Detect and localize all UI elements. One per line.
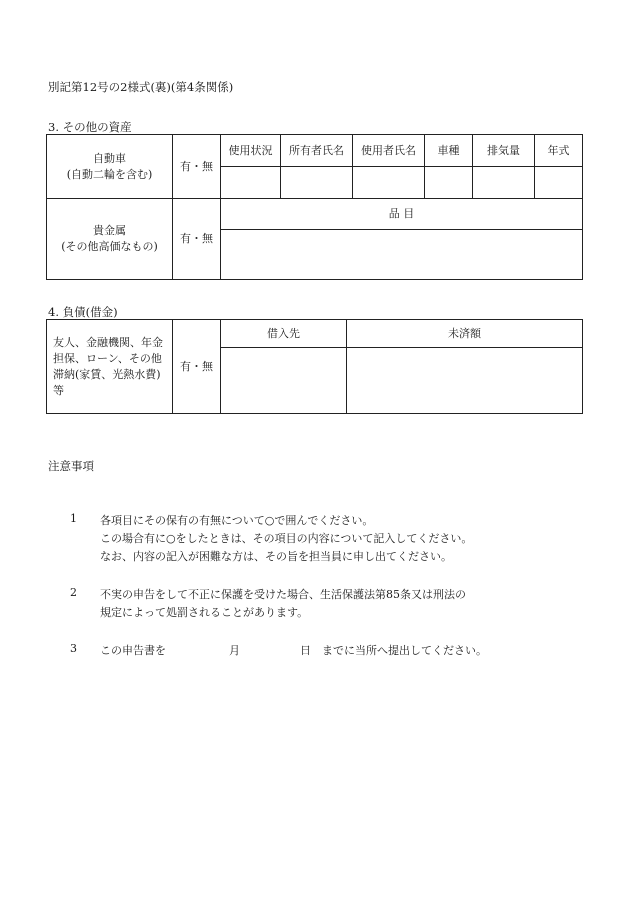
col-owner-name: 所有者氏名 — [281, 135, 353, 167]
note-1-line2: この場合有に○をしたときは、その項目の内容について記入してください。 — [100, 532, 473, 545]
section3-heading: 3. その他の資産 — [48, 120, 132, 134]
notes-heading: 注意事項 — [48, 459, 94, 473]
metal-label-line2: (その他高価なもの) — [61, 240, 158, 253]
debt-label-line2: 担保、ローン、その他 — [53, 351, 162, 365]
input-car-type[interactable] — [425, 167, 473, 199]
input-usage-status[interactable] — [221, 167, 281, 199]
car-label-line1: 自動車 — [93, 151, 126, 165]
debt-label-line4: 等 — [53, 383, 64, 397]
note-3-number: 3 — [70, 642, 77, 655]
col-lender: 借入先 — [221, 320, 347, 348]
input-displacement[interactable] — [473, 167, 535, 199]
metal-presence-cell[interactable]: 有・無 — [173, 199, 221, 280]
input-model-year[interactable] — [535, 167, 583, 199]
col-car-type: 車種 — [425, 135, 473, 167]
col-item-name — [221, 199, 583, 230]
note-2-line1: 不実の申告をして不正に保護を受けた場合、生活保護法第85条又は刑法の — [100, 588, 466, 601]
car-label-cell — [47, 135, 173, 199]
note-3-month: 月 — [229, 644, 240, 657]
metal-label-cell — [47, 199, 173, 280]
car-label-line2: (自動二輪を含む) — [66, 167, 153, 181]
metal-label-line1: 貴金属 — [93, 224, 126, 237]
note-3-part1: この申告書を — [100, 644, 166, 657]
input-outstanding[interactable] — [347, 348, 583, 414]
input-item-name[interactable] — [221, 230, 583, 280]
note-1-number: 1 — [70, 512, 77, 525]
car-presence-cell[interactable]: 有・無 — [173, 135, 221, 199]
debt-table — [46, 319, 583, 414]
input-user-name[interactable] — [353, 167, 425, 199]
col-outstanding: 未済額 — [347, 320, 583, 348]
col-displacement: 排気量 — [473, 135, 535, 167]
input-owner-name[interactable] — [281, 167, 353, 199]
form-title: 別記第12号の2様式(裏)(第4条関係) — [48, 80, 234, 94]
col-usage-status: 使用状況 — [221, 135, 281, 167]
section4-heading: 4. 負債(借金) — [48, 305, 118, 319]
debt-label-line1: 友人、金融機関、年金 — [53, 335, 163, 349]
input-lender[interactable] — [221, 348, 347, 414]
debt-label-cell — [47, 320, 173, 414]
debt-presence-cell[interactable]: 有・無 — [173, 320, 221, 414]
note-3-day: 日 — [300, 644, 311, 657]
col-model-year: 年式 — [535, 135, 583, 167]
other-assets-table — [46, 134, 583, 280]
note-2-number: 2 — [70, 586, 77, 599]
item-name-label: 品 目 — [388, 207, 415, 220]
debt-label-line3: 滞納(家賃、光熱水費) — [53, 367, 161, 381]
col-user-name: 使用者氏名 — [353, 135, 425, 167]
note-2-line2: 規定によって処罰されることがあります。 — [100, 606, 309, 619]
note-1-line3: なお、内容の記入が困難な方は、その旨を担当員に申し出てください。 — [100, 550, 452, 563]
note-3-part2: までに当所へ提出してください。 — [322, 644, 487, 657]
note-1-line1: 各項目にその保有の有無について○で囲んでください。 — [100, 514, 374, 527]
